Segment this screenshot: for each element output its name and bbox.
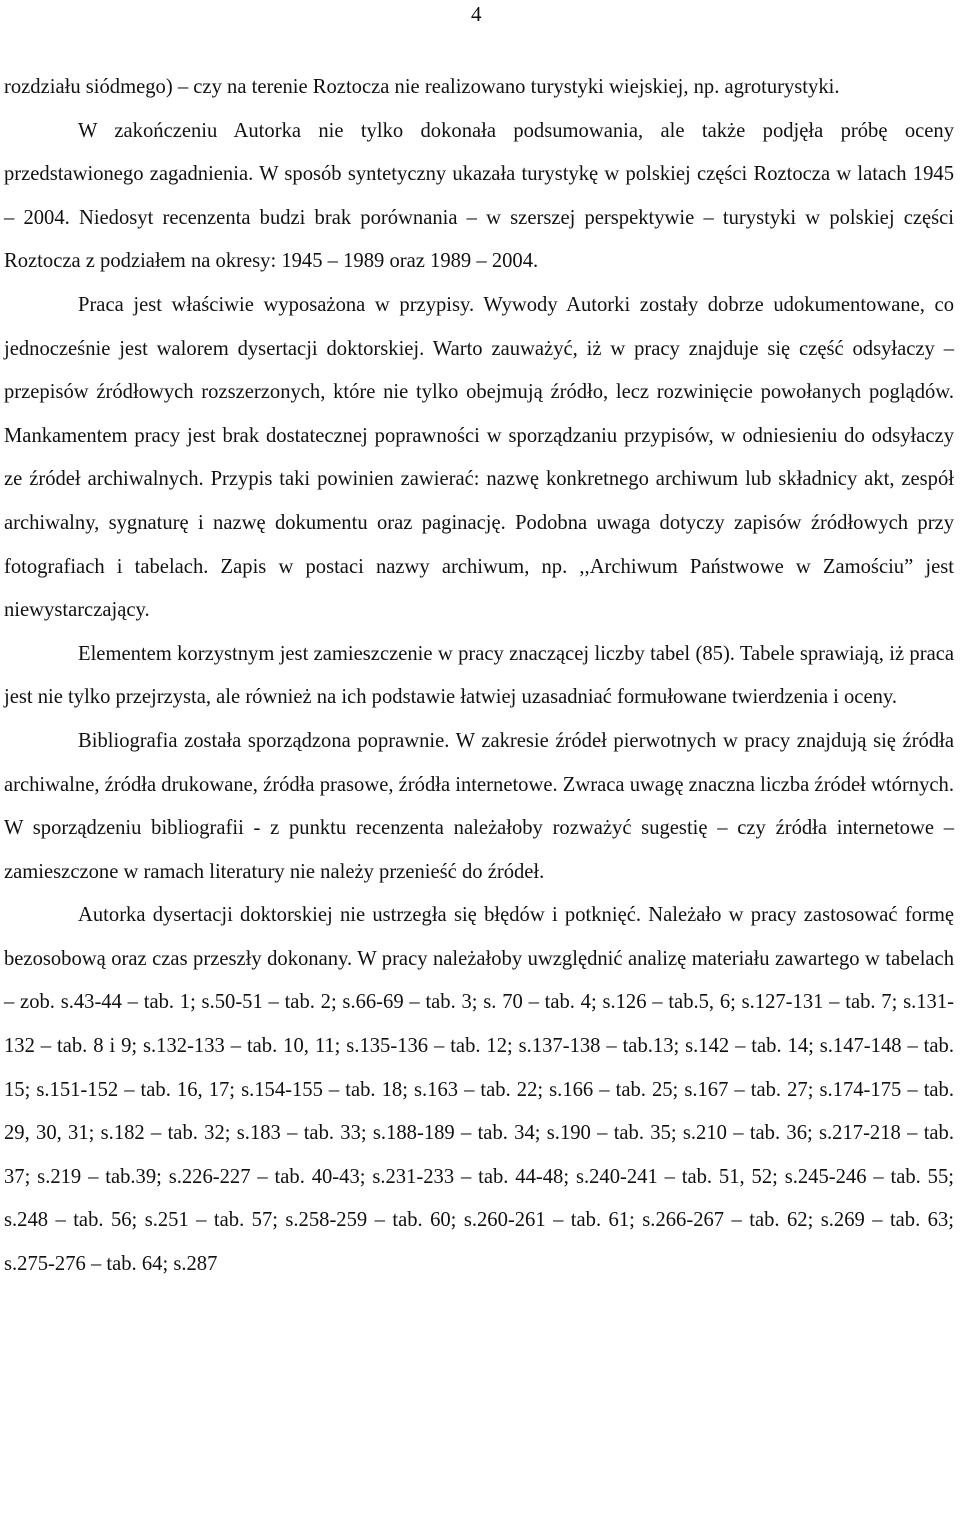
paragraph-footnotes: Praca jest właściwie wyposażona w przypisy. Wywody Autorki zostały dobrze udokumentowane, co jednocześnie jest walorem dysertacji doktorskiej. Warto zauważyć, iż w pracy znajduje się część odsyłaczy – przepisów źródłowych rozszerzonych, które nie tylko obejmują źródło, lecz rozwinięcie powołanych poglądów. Mankamentem pracy jest brak dostatecznej poprawności w sporządzaniu przypisów, w odniesieniu do odsyłaczy ze źródeł archiwalnych. Przypis taki powinien zawierać: nazwę konkretnego archiwum lub składnicy akt, zespół archiwalny, sygnaturę i nazwę dokumentu oraz paginację. Podobna uwaga dotyczy zapisów źródłowych przy fotografiach i tabelach. Zapis w postaci nazwy archiwum, np. ,,Archiwum Państwowe w Zamościu” jest niewystarczający.	[4, 293, 954, 622]
paragraph-continuation: rozdziału siódmego) – czy na terenie Roztocza nie realizowano turystyki wiejskiej, np. agroturystyki.	[4, 76, 840, 98]
paragraph-errors: Autorka dysertacji doktorskiej nie ustrzegła się błędów i potknięć. Należało w pracy zastosować formę bezosobową oraz czas przeszły dokonany. W pracy należałoby uwzględnić analizę materiału zawartego w tabelach – zob. s.43-44 – tab. 1; s.50-51 – tab. 2; s.66-69 – tab. 3; s. 70 – tab. 4; s.126 – tab.5, 6; s.127-131 – tab. 7; s.131-132 – tab. 8 i 9; s.132-133 – tab. 10, 11; s.135-136 – tab. 12; s.137-138 – tab.13; s.142 – tab. 14; s.147-148 – tab. 15; s.151-152 – tab. 16, 17; s.154-155 – tab. 18; s.163 – tab. 22; s.166 – tab. 25; s.167 – tab. 27; s.174-175 – tab. 29, 30, 31; s.182 – tab. 32; s.183 – tab. 33; s.188-189 – tab. 34; s.190 – tab. 35; s.210 – tab. 36; s.217-218 – tab. 37; s.219 – tab.39; s.226-227 – tab. 40-43; s.231-233 – tab. 44-48; s.240-241 – tab. 51, 52; s.245-246 – tab. 55; s.248 – tab. 56; s.251 – tab. 57; s.258-259 – tab. 60; s.260-261 – tab. 61; s.266-267 – tab. 62; s.269 – tab. 63; s.275-276 – tab. 64; s.287	[4, 904, 954, 1276]
paragraph-bibliography: Bibliografia została sporządzona poprawnie. W zakresie źródeł pierwotnych w pracy znajdują się źródła archiwalne, źródła drukowane, źródła prasowe, źródła internetowe. Zwraca uwagę znaczna liczba źródeł wtórnych. W sporządzeniu bibliografii - z punktu recenzenta należałoby rozważyć sugestię – czy źródła internetowe – zamieszczone w ramach literatury nie należy przenieść do źródeł.	[4, 729, 954, 883]
document-body	[4, 66, 954, 1287]
paragraph-tables: Elementem korzystnym jest zamieszczenie w pracy znaczącej liczby tabel (85). Tabele sprawiają, iż praca jest nie tylko przejrzysta, ale również na ich podstawie łatwiej uzasadniać formułowane twierdzenia i oceny.	[4, 642, 954, 709]
paragraph-conclusion-review: W zakończeniu Autorka nie tylko dokonała podsumowania, ale także podjęła próbę oceny przedstawionego zagadnienia. W sposób syntetyczny ukazała turystykę w polskiej części Roztocza w latach 1945 – 2004. Niedosyt recenzenta budzi brak porównania – w szerszej perspektywie – turystyki w polskiej części Roztocza z podziałem na okresy: 1945 – 1989 oraz 1989 – 2004.	[4, 119, 954, 273]
page-number: 4	[471, 2, 482, 26]
